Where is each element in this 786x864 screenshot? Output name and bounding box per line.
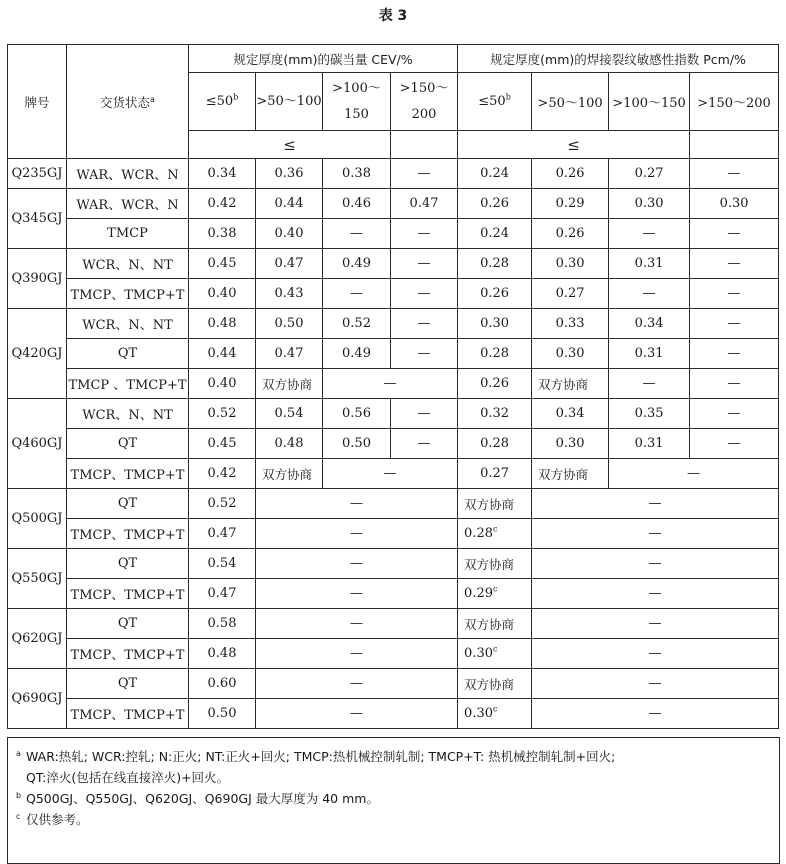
delivery-state-cell: QT [67, 549, 189, 579]
table-row [8, 459, 779, 489]
delivery-state-cell: WCR、N、NT [67, 309, 189, 339]
value-cell: — [391, 399, 458, 429]
value-cell: 0.27 [458, 459, 532, 489]
table-row [8, 519, 779, 549]
table-row [8, 429, 779, 459]
table-row [8, 579, 779, 609]
value-cell: 0.29$^c$ [458, 579, 532, 609]
table-row [8, 219, 779, 249]
footnote-a: a WAR:热轧; WCR:控轧; N:正火; NT:正火+回火; TMCP:热机械控制轧制; TMCP+T: 热机械控制轧制+回火; [16, 749, 616, 764]
value-cell: — [323, 219, 391, 249]
value-cell: 0.52 [189, 489, 256, 519]
value-cell: — [690, 159, 779, 189]
delivery-state-cell: TMCP 、TMCP+T [67, 369, 189, 399]
value-cell: 0.28 [458, 339, 532, 369]
value-cell: 0.27 [532, 279, 609, 309]
value-cell: — [532, 669, 779, 699]
delivery-state-cell: QT [67, 609, 189, 639]
value-cell: — [256, 699, 458, 729]
value-cell: 0.38 [189, 219, 256, 249]
grade-cell: Q345GJ [8, 189, 67, 249]
header-grade: 牌号 [8, 45, 67, 159]
value-cell: 0.24 [458, 219, 532, 249]
value-cell: 0.31 [609, 249, 690, 279]
value-cell: 0.30 [532, 429, 609, 459]
value-cell: 0.60 [189, 669, 256, 699]
value-cell: — [256, 669, 458, 699]
delivery-state-cell: TMCP、TMCP+T [67, 639, 189, 669]
value-cell: 0.44 [189, 339, 256, 369]
delivery-state-cell: TMCP、TMCP+T [67, 519, 189, 549]
table-row [8, 189, 779, 219]
header-pcm-range: >150～200 [690, 73, 779, 131]
grade-cell: Q500GJ [8, 489, 67, 549]
value-cell: 双方协商 [532, 459, 609, 489]
value-cell: 0.44 [256, 189, 323, 219]
delivery-state-cell: WAR、WCR、N [67, 159, 189, 189]
delivery-state-cell: TMCP、TMCP+T [67, 579, 189, 609]
value-cell: 0.30 [458, 309, 532, 339]
value-cell: 0.31 [609, 429, 690, 459]
value-cell: — [609, 279, 690, 309]
grade-cell: Q690GJ [8, 669, 67, 729]
value-cell: — [609, 369, 690, 399]
grade-cell: Q550GJ [8, 549, 67, 609]
value-cell: 0.47 [256, 249, 323, 279]
value-cell: — [256, 579, 458, 609]
value-cell: 双方协商 [458, 609, 532, 639]
footnote-c: c 仅供参考。 [16, 812, 89, 827]
value-cell: — [391, 279, 458, 309]
value-cell: 0.28 [458, 249, 532, 279]
header-blank [391, 131, 458, 159]
value-cell: — [690, 429, 779, 459]
grade-cell: Q620GJ [8, 609, 67, 669]
spec-table [7, 44, 779, 729]
value-cell: — [256, 489, 458, 519]
table-row [8, 639, 779, 669]
value-cell: 双方协商 [256, 369, 323, 399]
value-cell: — [609, 219, 690, 249]
value-cell: — [323, 279, 391, 309]
header-cev-range: >50～100 [256, 73, 323, 131]
grade-cell: Q460GJ [8, 399, 67, 489]
value-cell: 0.26 [532, 219, 609, 249]
value-cell: — [690, 249, 779, 279]
value-cell: 双方协商 [256, 459, 323, 489]
value-cell: — [690, 219, 779, 249]
delivery-state-cell: WCR、N、NT [67, 249, 189, 279]
footnote-a-continued: QT:淬火(包括在线直接淬火)+回火。 [26, 770, 230, 785]
grade-cell: Q390GJ [8, 249, 67, 309]
value-cell: — [690, 339, 779, 369]
table-row [8, 489, 779, 519]
value-cell: 0.30 [690, 189, 779, 219]
value-cell: 0.24 [458, 159, 532, 189]
value-cell: 0.29 [532, 189, 609, 219]
grade-cell: Q235GJ [8, 159, 67, 189]
value-cell: 0.30$^c$ [458, 699, 532, 729]
value-cell: — [690, 399, 779, 429]
value-cell: 0.56 [323, 399, 391, 429]
value-cell: 0.58 [189, 609, 256, 639]
value-cell: — [690, 309, 779, 339]
header-pcm-range: $\le 50^b$ [458, 73, 532, 131]
value-cell: — [690, 279, 779, 309]
value-cell: 0.47 [391, 189, 458, 219]
value-cell: 0.40 [189, 279, 256, 309]
value-cell: — [391, 429, 458, 459]
header-cev-range: $\le 50^b$ [189, 73, 256, 131]
table-title: 表 3 [378, 8, 408, 24]
value-cell: 双方协商 [458, 669, 532, 699]
delivery-state-cell: QT [67, 489, 189, 519]
value-cell: 0.26 [458, 279, 532, 309]
header-delivery-state: 交货状态$^a$ [67, 45, 189, 159]
header-cev-range: >100～150 [323, 73, 391, 131]
value-cell: 0.34 [609, 309, 690, 339]
value-cell: — [690, 369, 779, 399]
table-row [8, 549, 779, 579]
value-cell: — [391, 339, 458, 369]
value-cell: 0.42 [189, 459, 256, 489]
table-row [8, 669, 779, 699]
value-cell: — [532, 699, 779, 729]
value-cell: 0.52 [189, 399, 256, 429]
value-cell: 0.48 [256, 429, 323, 459]
value-cell: 双方协商 [458, 549, 532, 579]
header-blank [690, 131, 779, 159]
value-cell: — [256, 519, 458, 549]
value-cell: 0.27 [609, 159, 690, 189]
value-cell: 0.43 [256, 279, 323, 309]
value-cell: 0.49 [323, 249, 391, 279]
table-row [8, 249, 779, 279]
header-cev-le-symbol: ≤ [189, 131, 391, 159]
delivery-state-cell: WAR、WCR、N [67, 189, 189, 219]
value-cell: — [532, 579, 779, 609]
value-cell: — [391, 309, 458, 339]
delivery-state-cell: WCR、N、NT [67, 399, 189, 429]
value-cell: — [532, 519, 779, 549]
table-row [8, 609, 779, 639]
header-row-1 [8, 45, 779, 73]
delivery-state-cell: QT [67, 669, 189, 699]
value-cell: 0.54 [256, 399, 323, 429]
value-cell: 0.54 [189, 549, 256, 579]
value-cell: — [532, 639, 779, 669]
value-cell: 0.34 [532, 399, 609, 429]
header-cev-group: 规定厚度(mm)的碳当量 CEV/% [189, 45, 458, 73]
value-cell: 0.36 [256, 159, 323, 189]
value-cell: 0.30$^c$ [458, 639, 532, 669]
value-cell: 0.49 [323, 339, 391, 369]
value-cell: 0.30 [532, 249, 609, 279]
value-cell: — [532, 489, 779, 519]
value-cell: 0.30 [532, 339, 609, 369]
value-cell: 0.47 [256, 339, 323, 369]
value-cell: 0.33 [532, 309, 609, 339]
footnotes [7, 737, 780, 864]
table-row [8, 399, 779, 429]
value-cell: 0.30 [609, 189, 690, 219]
value-cell: 0.45 [189, 249, 256, 279]
value-cell: 0.40 [256, 219, 323, 249]
value-cell: 0.50 [189, 699, 256, 729]
value-cell: 0.50 [323, 429, 391, 459]
value-cell: 0.48 [189, 639, 256, 669]
table-row [8, 369, 779, 399]
value-cell: — [391, 219, 458, 249]
grade-cell: Q420GJ [8, 309, 67, 399]
value-cell: 0.35 [609, 399, 690, 429]
table-row [8, 159, 779, 189]
header-pcm-range: >50～100 [532, 73, 609, 131]
value-cell: — [532, 549, 779, 579]
header-pcm-group: 规定厚度(mm)的焊接裂纹敏感性指数 Pcm/% [458, 45, 779, 73]
value-cell: 0.47 [189, 579, 256, 609]
header-pcm-range: >100～150 [609, 73, 690, 131]
value-cell: — [609, 459, 779, 489]
delivery-state-cell: QT [67, 339, 189, 369]
delivery-state-cell: TMCP、TMCP+T [67, 459, 189, 489]
value-cell: 0.32 [458, 399, 532, 429]
footnote-b: b Q500GJ、Q550GJ、Q620GJ、Q690GJ 最大厚度为 40 mm。 [16, 791, 379, 806]
value-cell: 0.26 [532, 159, 609, 189]
value-cell: 0.52 [323, 309, 391, 339]
value-cell: 0.48 [189, 309, 256, 339]
value-cell: 0.42 [189, 189, 256, 219]
value-cell: 双方协商 [458, 489, 532, 519]
table-row [8, 699, 779, 729]
delivery-state-cell: TMCP、TMCP+T [67, 699, 189, 729]
value-cell: 0.47 [189, 519, 256, 549]
value-cell: 0.28$^c$ [458, 519, 532, 549]
value-cell: 0.26 [458, 369, 532, 399]
value-cell: — [323, 459, 458, 489]
value-cell: 0.34 [189, 159, 256, 189]
value-cell: 0.45 [189, 429, 256, 459]
delivery-state-cell: TMCP [67, 219, 189, 249]
value-cell: 0.26 [458, 189, 532, 219]
value-cell: — [391, 159, 458, 189]
value-cell: 0.40 [189, 369, 256, 399]
value-cell: 0.28 [458, 429, 532, 459]
value-cell: — [532, 609, 779, 639]
value-cell: — [323, 369, 458, 399]
value-cell: 0.31 [609, 339, 690, 369]
value-cell: — [256, 549, 458, 579]
table-row [8, 279, 779, 309]
value-cell: 0.46 [323, 189, 391, 219]
value-cell: — [391, 249, 458, 279]
table-row [8, 309, 779, 339]
value-cell: — [256, 609, 458, 639]
header-pcm-le-symbol: ≤ [458, 131, 690, 159]
delivery-state-cell: QT [67, 429, 189, 459]
header-cev-range: >150～200 [391, 73, 458, 131]
value-cell: 0.50 [256, 309, 323, 339]
value-cell: 0.38 [323, 159, 391, 189]
value-cell: 双方协商 [532, 369, 609, 399]
value-cell: — [256, 639, 458, 669]
table-row [8, 339, 779, 369]
delivery-state-cell: TMCP、TMCP+T [67, 279, 189, 309]
